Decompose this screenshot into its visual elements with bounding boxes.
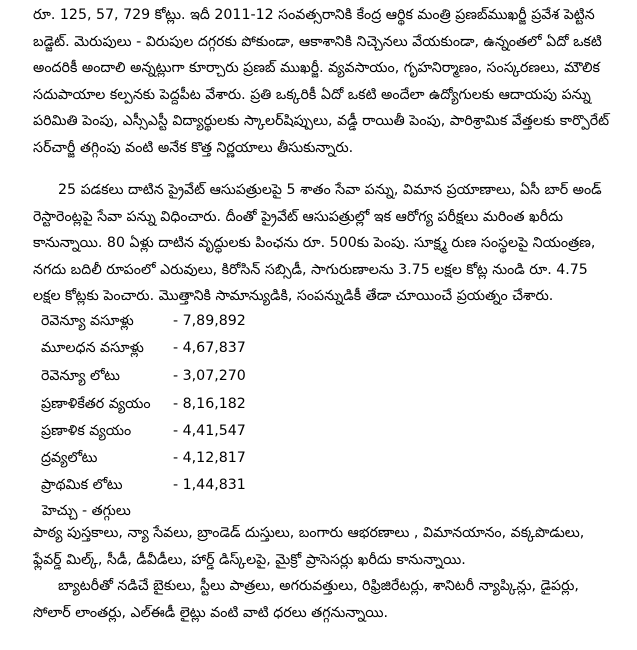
stat-label: ద్రవ్యలోటు	[41, 450, 98, 466]
stat-label: ప్రాథమిక లోటు	[41, 477, 123, 493]
text-line: నగదు బదిలీ రూపంలో ఎరువులు, కిరోసిన్ సబ్సిడీ, సాగురుణాలను 3.75 లక్షల కోట్ల నుండి రూ. 4.75	[33, 261, 588, 278]
text-line: రూ. 125, 57, 729 కోట్లు. ఇదీ 2011-12 సంవత్సరానికి కేంద్ర ఆర్థిక మంత్రి ప్రణబ్‌ముఖర్జీ ప్రవేశ పెట్టిన	[33, 7, 595, 23]
stat-value: - 3,07,270	[173, 368, 246, 384]
budget-stat-row	[41, 336, 246, 360]
stat-value: - 4,41,547	[173, 423, 246, 439]
stat-value: - 1,44,831	[173, 477, 246, 493]
price-changes-paragraph	[33, 520, 623, 626]
budget-stat-row	[41, 473, 246, 497]
service-tax-paragraph	[33, 177, 623, 310]
text-line: అందరికీ అందాలి అన్నట్లుగా కూర్చారు ప్రణబ్ ముఖర్జీ. వ్యవసాయం, గృహనిర్మాణం, సంస్కరణలు, మౌలిక	[33, 60, 600, 76]
stat-value: - 8,16,182	[173, 396, 246, 412]
text-line: కానున్నాయి. 80 ఏళ్లు దాటిన వృద్ధులకు పింఛను రూ. 500కు పెంపు. సూక్ష్మ రుణ సంస్థలపై నియంత్రణ,	[33, 235, 596, 251]
text-line: పాఠ్య పుస్తకాలు, న్యా సేవలు, బ్రాండెడ్ దుస్తులు, బంగారు ఆభరణాలు , విమానయానం, వక్కపొడులు,	[33, 525, 585, 541]
stat-value: - 4,12,817	[173, 450, 246, 466]
changes-heading: హెచ్చు - తగ్గులు	[42, 503, 131, 519]
intro-paragraph	[33, 2, 623, 161]
budget-stat-row	[41, 364, 246, 388]
text-line: రెస్టారెంట్లపై సేవా పన్ను విధించారు. దీంతో ప్రైవేట్ ఆసుపత్రుల్లో ఇక ఆరోగ్య పరీక్షలు మరింత ఖరీదు	[33, 208, 564, 225]
text-line: సదుపాయాల కల్పనకు పెద్దపీట వేశారు. ప్రతి ఒక్కరికీ ఏదో ఒకటి అందేలా ఉద్యోగులకు ఆదాయపు పన్ను	[33, 86, 591, 103]
stat-label: రెవెన్యూ వసూళ్లు	[41, 313, 134, 329]
stat-value: - 7,89,892	[173, 313, 246, 329]
text-line: పరిమితి పెంపు, ఎస్సీఎస్టీ విద్యార్థులకు స్కాలర్‌షిప్పులు, వడ్డీ రాయితీ పెంపు, పారిశ్రామిక వేత్తలకు కార్పొరేట్	[33, 113, 610, 129]
stat-value: - 4,67,837	[173, 340, 246, 356]
text-line: లక్షల కోట్లకు పెంచారు. మొత్తానికి సామాన్యుడికి, సంపన్నుడికీ తేడా చూయించే ప్రయత్నం చేశారు.	[33, 288, 554, 304]
budget-stat-row	[41, 309, 246, 333]
budget-stat-row	[41, 392, 246, 416]
text-line: సర్‌చార్జీ తగ్గింపు వంటి అనేక కొత్త నిర్ణయాలు తీసుకున్నారు.	[33, 139, 354, 156]
budget-stat-row	[41, 419, 246, 443]
text-line: ఫ్లేవర్డ్ మిల్క్, సీడీ, డీవీడీలు, హార్డ్ డిస్క్‌లపై, మైక్రో ప్రాసెసర్లు ఖరీదు కానున్నాయి.	[33, 551, 466, 568]
stat-label: ప్రణాళిక వ్యయం	[41, 423, 132, 439]
text-line: 25 పడకలు దాటిన ప్రైవేట్ ఆసుపత్రులపై 5 శాతం సేవా పన్ను, విమాన ప్రయాణాలు, ఏసీ బార్ అండ్	[58, 182, 602, 198]
text-line: బ్యాటరీతో నడిచే బైకులు, స్టీలు పాత్రలు, అగరువత్తులు, రిఫ్రిజిరేటర్లు, శానిటరీ న్యాప్కిన్లు, డైపర్లు,	[58, 578, 579, 594]
text-line: సోలార్ లాంతర్లు, ఎల్ఈడీ లైట్లు వంటి వాటి ధరలు తగ్గనున్నాయి.	[33, 604, 389, 621]
text-line: బడ్జెట్. మెరుపులు - విరుపుల దగ్గరకు పోకుండా, ఆకాశానికి నిచ్చెనలు వేయకుండా, ఉన్నంతలో ఏదో ఒకటి	[33, 33, 602, 50]
stat-label: మూలధన వసూళ్లు	[41, 340, 144, 356]
stat-label: రెవెన్యూ లోటు	[41, 368, 120, 384]
stat-label: ప్రణాళికేతర వ్యయం	[41, 396, 151, 412]
budget-stat-row	[41, 446, 246, 470]
